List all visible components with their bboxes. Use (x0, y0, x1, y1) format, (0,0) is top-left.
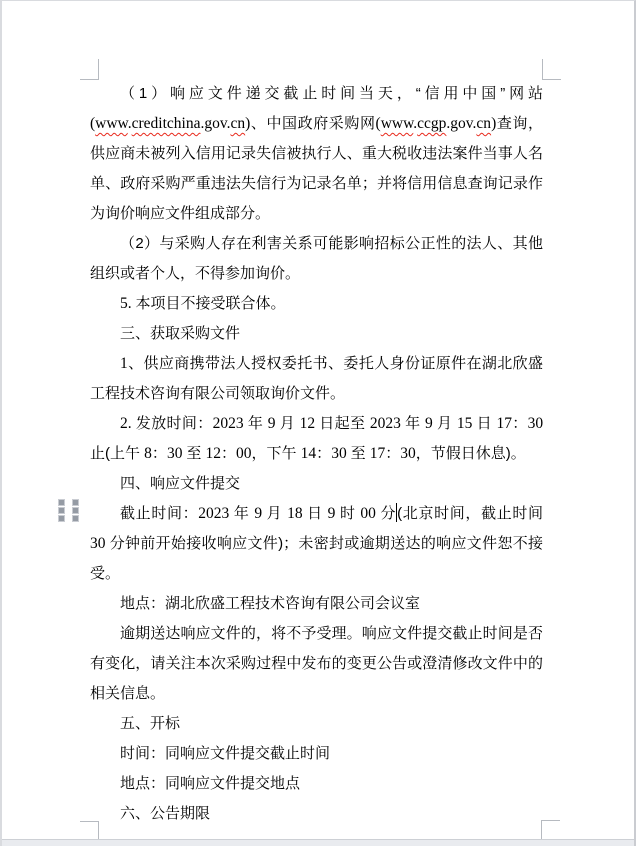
heading-paragraph[interactable] (90, 799, 543, 829)
text-run: 地点：同响应文件提交地点 (120, 775, 301, 792)
text-run: 分 (380, 505, 397, 522)
text-run: 时 (339, 505, 361, 522)
text-run: 17 (496, 415, 512, 432)
text-run: ，节假日休息)。 (415, 445, 526, 462)
text-run: 至 (350, 445, 370, 462)
text-run: 月 (436, 415, 457, 432)
text-run: 9 (327, 505, 340, 522)
text-run: .gov. (200, 115, 231, 132)
text-run: 截止时间： (120, 505, 199, 522)
text-run: 9 (267, 415, 280, 432)
url-text: www (380, 115, 414, 132)
text-run: 12 (299, 415, 320, 432)
text-run: 三、获取采购文件 (120, 325, 241, 342)
text-run: 日起至 (319, 415, 370, 432)
move-handle-icon[interactable] (59, 500, 78, 521)
page-bottom-edge (2, 839, 634, 846)
text-run: ) (491, 115, 497, 132)
text-run: .gov. (446, 115, 477, 132)
text-run: 发放时间： (135, 415, 213, 432)
body-paragraph[interactable] (90, 589, 543, 619)
text-run: 2. (120, 415, 136, 432)
text-run: 2023 (198, 505, 234, 522)
text-run: ) (245, 115, 251, 132)
text-run: 时间：同响应文件提交截止时间 (120, 745, 331, 762)
text-run: 30 (527, 415, 544, 432)
text-run: 至 (186, 445, 206, 462)
text-run: 、中国政府采购网 (250, 115, 376, 132)
text-boundary-mark-top-right (542, 59, 561, 80)
text-run: ( (90, 115, 96, 132)
text-run: 年 (405, 415, 425, 432)
text-run: 逾期送达响应文件的，将不予受理。响应文件提交截止时间是否有变化，请关注本次采购过程中发布的变更公告或澄清修改文件中的相关信息。 (90, 625, 543, 702)
text-run: 9 (254, 505, 267, 522)
text-run: 五、开标 (120, 715, 181, 732)
url-text: www (95, 115, 128, 132)
body-paragraph[interactable] (90, 289, 543, 319)
text-run: . (127, 115, 132, 132)
text-run: 30 (166, 445, 187, 462)
text-run: 日 (307, 505, 328, 522)
body-paragraph[interactable] (90, 499, 543, 589)
text-run: 18 (287, 505, 308, 522)
url-text: creditchina (131, 115, 201, 132)
heading-paragraph[interactable] (90, 469, 543, 499)
text-run: 月 (266, 505, 288, 522)
text-run: 5. (120, 295, 136, 312)
body-paragraph[interactable] (90, 79, 543, 229)
document-body[interactable] (90, 79, 543, 829)
heading-paragraph[interactable] (90, 319, 543, 349)
text-run: 2023 (212, 415, 248, 432)
text-run: 地点：湖北欣盛工程技术咨询有限公司会议室 (120, 595, 421, 612)
text-boundary-mark-top-left (80, 59, 99, 80)
text-run: 9 (424, 415, 437, 432)
body-paragraph[interactable] (90, 739, 543, 769)
text-run: 14 (300, 445, 317, 462)
text-boundary-mark-bottom-right (541, 820, 560, 839)
text-run: 六、公告期限 (120, 805, 211, 822)
text-run: 四、响应文件提交 (120, 475, 241, 492)
text-run: ( (375, 115, 381, 132)
body-paragraph[interactable] (90, 619, 543, 709)
text-run: 查询，供应商未被列入信用记录失信被执行人、重大税收违法案件当事人名单、政府采购严重违法失信行为记录名单；并将信用信息查询记录作为询价响应文件组成部分。 (90, 115, 543, 222)
text-run: ： (385, 445, 401, 462)
text-run: 15 (456, 415, 477, 432)
text-run: 止(上午 (90, 445, 145, 462)
text-run: （1）响应文件递交截止时间当天，“信用中国”网站 (120, 85, 543, 102)
text-run: 分钟前开始接收响应文件)；未密封或逾期送达的响应文件恕不接受。 (90, 535, 544, 582)
url-text: cn (476, 115, 492, 132)
body-paragraph[interactable] (90, 229, 543, 289)
text-run: 2023 (369, 415, 406, 432)
text-run: （2）与采购人存在利害关系可能影响招标公正性的法人、其他组织或者个人，不得参加询价。 (90, 235, 543, 282)
text-run: 30 (400, 445, 416, 462)
text-run: 1 (120, 355, 128, 372)
text-run: 00 (360, 505, 381, 522)
text-run: 、供应商携带法人授权委托书、委托人身份证原件在湖北欣盛工程技术咨询有限公司领取询价文件。 (90, 355, 543, 402)
text-run: ： (151, 445, 167, 462)
text-run: 8 (144, 445, 152, 462)
url-text: cn (230, 115, 246, 132)
text-run: 日 (476, 415, 497, 432)
text-run: 本项目不接受联合体。 (135, 295, 286, 312)
heading-paragraph[interactable] (90, 709, 543, 739)
body-paragraph[interactable] (90, 409, 543, 469)
text-run: ： (220, 445, 236, 462)
text-run: ： (316, 445, 332, 462)
text-run: . (413, 115, 418, 132)
text-run: 年 (247, 415, 268, 432)
text-run: 30 (331, 445, 351, 462)
text-run: 30 (90, 535, 110, 552)
text-run: ： (511, 415, 528, 432)
url-text: ccgp (417, 115, 447, 132)
text-run: ，下午 (251, 445, 301, 462)
text-run: 月 (279, 415, 300, 432)
text-run: 00 (236, 445, 252, 462)
text-run: 年 (233, 505, 255, 522)
text-run: (北京时间，截止时间 (397, 505, 544, 522)
text-run: 17 (369, 445, 386, 462)
text-run: 12 (205, 445, 221, 462)
body-paragraph[interactable] (90, 349, 543, 409)
body-paragraph[interactable] (90, 769, 543, 799)
